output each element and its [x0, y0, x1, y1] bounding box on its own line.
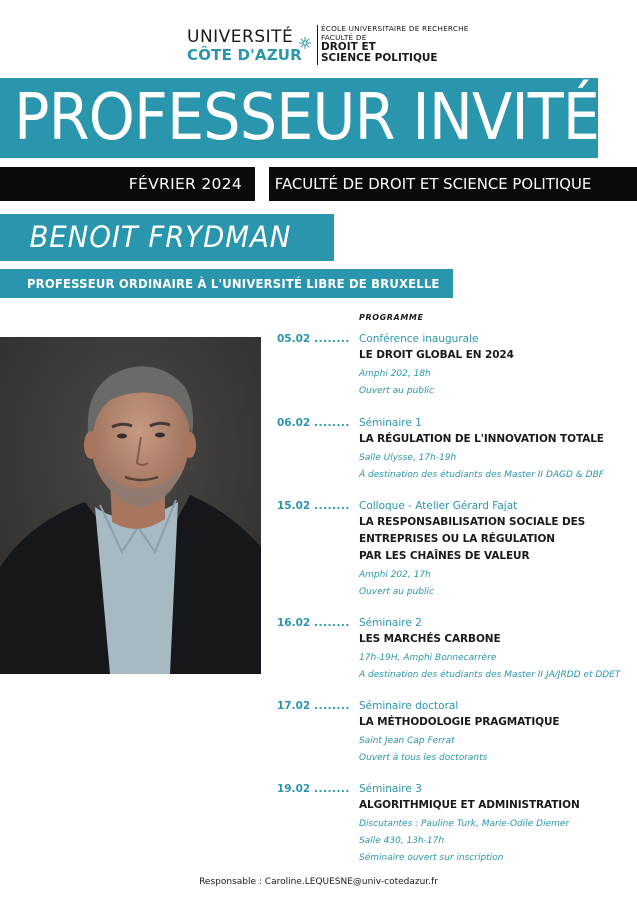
page-title: PROFESSEUR INVITÉ [14, 81, 600, 155]
event-title: LES MARCHÉS CARBONE [359, 633, 501, 645]
event-detail: Ouvert à tous les doctorants [359, 753, 488, 763]
event-detail: A destination des étudiants des Master II JA/JRDD et DDET [359, 670, 621, 680]
date-bar [0, 167, 255, 201]
event-detail: Ouvert au public [359, 587, 434, 597]
speaker-photo [0, 337, 261, 674]
ecole-line-2: FACULTÉ DE [321, 33, 367, 42]
event-title: ALGORITHMIQUE ET ADMINISTRATION [359, 799, 580, 811]
event-type: Séminaire 2 [359, 617, 422, 629]
event-dots: ........ [314, 783, 350, 795]
droit-line-1: DROIT ET [321, 41, 376, 53]
university-name: UNIVERSITÉ [187, 27, 294, 47]
event-title: PAR LES CHAÎNES DE VALEUR [359, 550, 530, 562]
event-detail: Salle 430, 13h-17h [359, 836, 445, 846]
speaker-name: BENOIT FRYDMAN [29, 220, 292, 254]
footer-contact: Responsable : Caroline.LEQUESNE@univ-cotedazur.fr [199, 877, 438, 887]
event-title: LA RESPONSABILISATION SOCIALE DES [359, 516, 586, 528]
event-title: ENTREPRISES OU LA RÉGULATION [359, 533, 555, 545]
event-title: LA MÉTHODOLOGIE PRAGMATIQUE [359, 716, 560, 728]
faculty-logo-name [321, 42, 438, 64]
faculty-bar [269, 167, 637, 201]
logo-star-icon [298, 36, 312, 50]
speaker-name-band [0, 214, 334, 261]
event-date: 15.02 [277, 500, 311, 512]
event-date: 16.02 [277, 617, 311, 629]
event-detail: Amphi 202, 17h [359, 570, 431, 580]
speaker-position: PROFESSEUR ORDINAIRE À L'UNIVERSITÉ LIBRE DE BRUXELLE [26, 276, 440, 291]
event-detail: À destination des étudiants des Master II DAGD & DBF [359, 470, 604, 480]
event-detail: Ouvert au public [359, 386, 434, 396]
university-name-cote: CÔTE D'AZUR [187, 46, 302, 64]
date-label: FÉVRIER 2024 [128, 175, 242, 193]
ecole-label [321, 24, 469, 42]
event-date: 17.02 [277, 700, 311, 712]
event-type: Séminaire doctoral [359, 700, 459, 712]
event-date: 19.02 [277, 783, 311, 795]
event-detail: Amphi 202, 18h [359, 369, 431, 379]
event-detail: Salle Ulysse, 17h-19h [359, 453, 457, 463]
event-type: Séminaire 1 [359, 417, 422, 429]
event-detail: Discutantes : Pauline Turk, Marie-Odile Diemer [359, 819, 570, 829]
droit-line-2: SCIENCE POLITIQUE [321, 52, 438, 64]
event-type: Séminaire 3 [359, 783, 422, 795]
faculty-label: FACULTÉ DE DROIT ET SCIENCE POLITIQUE [274, 175, 592, 193]
ecole-line-1: ÉCOLE UNIVERSITAIRE DE RECHERCHE [321, 24, 469, 33]
speaker-position-band [0, 269, 453, 298]
event-dots: ........ [314, 700, 350, 712]
event-date: 06.02 [277, 417, 311, 429]
event-dots: ........ [314, 333, 350, 345]
event-title: LA RÉGULATION DE L'INNOVATION TOTALE [359, 433, 604, 445]
event-dots: ........ [314, 417, 350, 429]
programme-label: PROGRAMME [359, 313, 424, 322]
logo-divider [317, 25, 318, 65]
event-type: Conférence inaugurale [359, 333, 479, 345]
event-detail: Séminaire ouvert sur inscription [359, 853, 504, 863]
event-dots: ........ [314, 617, 350, 629]
event-title: LE DROIT GLOBAL EN 2024 [359, 349, 514, 361]
event-date: 05.02 [277, 333, 311, 345]
event-detail: Saint Jean Cap Ferrat [359, 736, 455, 746]
event-detail: 17h-19H, Amphi Bonnecarrère [359, 653, 497, 663]
event-dots: ........ [314, 500, 350, 512]
event-type: Colloque - Atelier Gérard Fajat [359, 500, 518, 512]
